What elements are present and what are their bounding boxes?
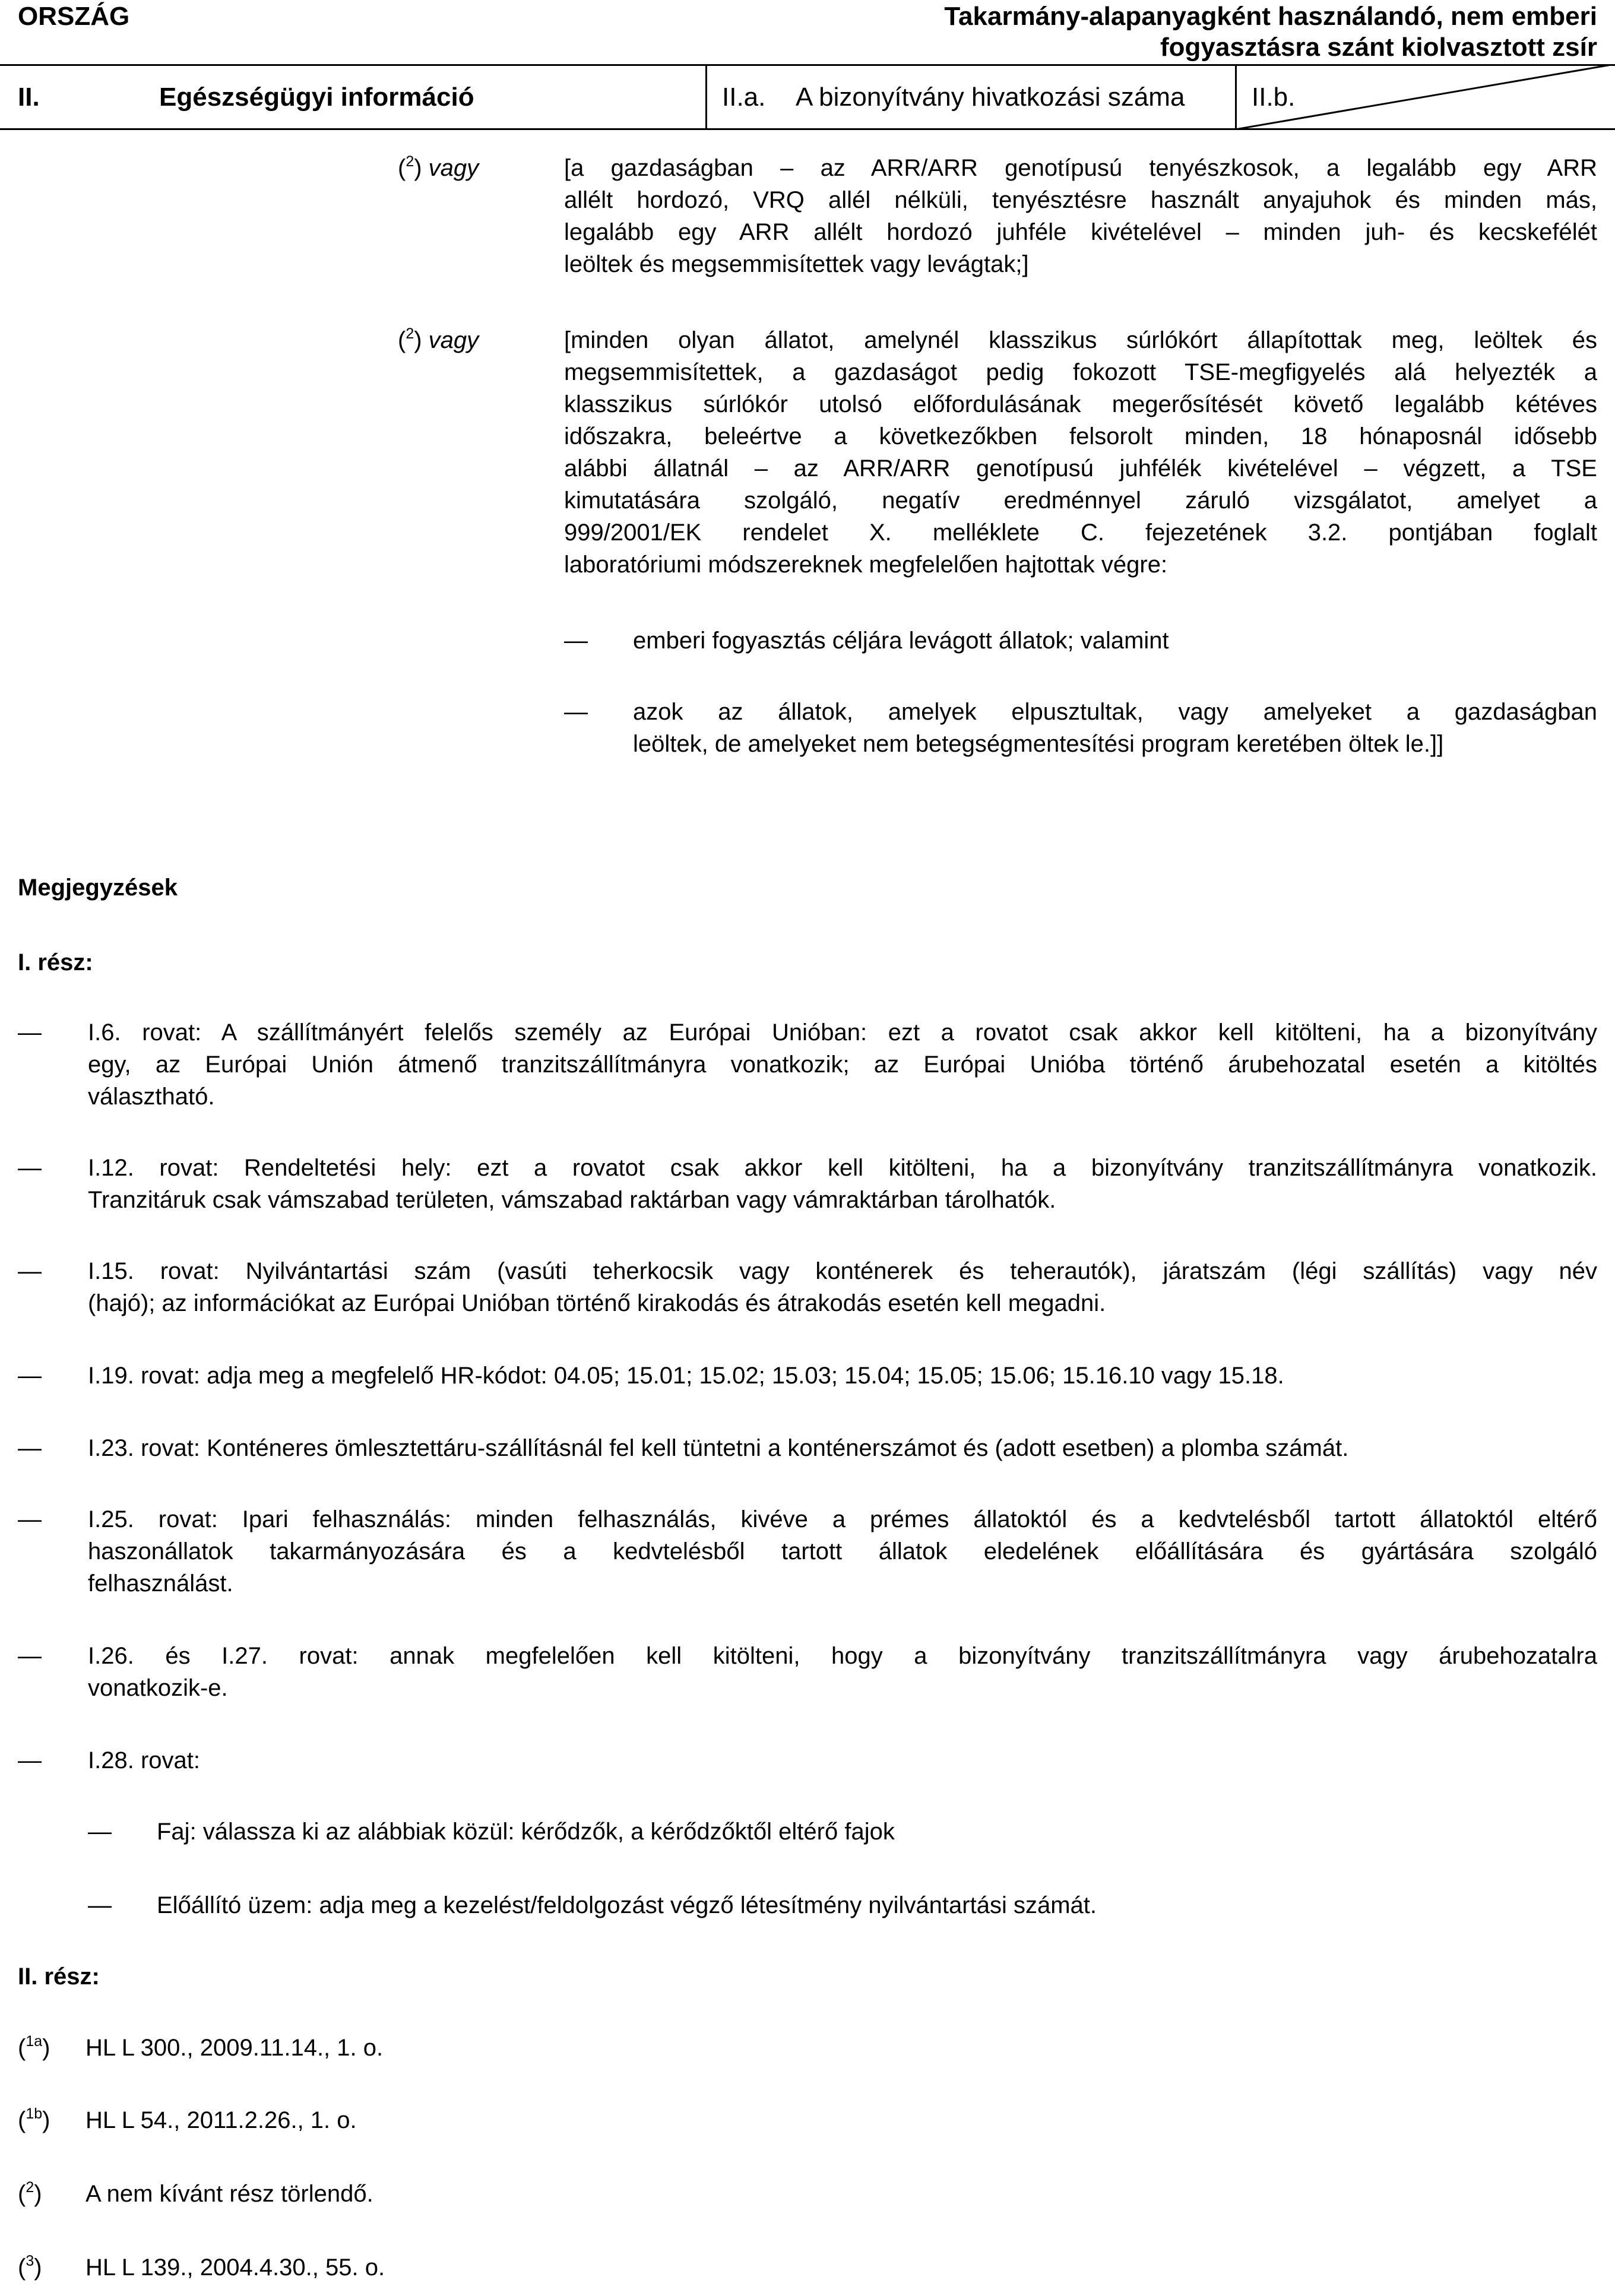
dash-bullet: — [18, 1643, 42, 1669]
dash-bullet: — [18, 1363, 42, 1389]
footnote-ref: 1b [26, 2105, 43, 2122]
dash-bullet: — [18, 1435, 42, 1461]
note-line: egy, az Európai Unión átmenő tranzitszállítmányra vonatkozik; az Európai Unióba történő árubehozatal esetén a kitöltés [88, 1052, 1597, 1078]
note-line: I.19. rovat: adja meg a megfelelő HR-kódot: 04.05; 15.01; 15.02; 15.03; 15.04; 15.05; 15.06; 15.16.10 vagy 15.18. [88, 1363, 1284, 1389]
note-line: I.23. rovat: Konténeres ömlesztettáru-szállításnál fel kell tüntetni a konténerszámot és (adott esetben) a plomba számát. [88, 1435, 1349, 1461]
footnote-marker: ($^{1a}$) [18, 2033, 50, 2061]
certificate-title [944, 1, 1597, 63]
clause-marker: ($^2$) vagy [398, 153, 479, 181]
footnote-ref: 3 [26, 2253, 34, 2269]
table-divider [705, 64, 707, 129]
sub-item-text [633, 625, 1597, 657]
note-subitem: Előállító üzem: adja meg a kezelést/feldolgozást végző létesítmény nyilvántartási számát. [157, 1892, 1097, 1918]
ref-a-code: II.a. [722, 83, 766, 112]
sub-item-line: emberi fogyasztás céljára levágott állatok; valamint [633, 628, 1169, 654]
sub-item-line: azok az állatok, amelyek elpusztultak, vagy amelyeket a gazdaságban [633, 699, 1597, 725]
ref-a-label: A bizonyítvány hivatkozási száma [796, 83, 1185, 112]
footnote-ref: 2 [26, 2179, 34, 2196]
dash-bullet: — [564, 628, 588, 654]
clause-line: [minden olyan állatot, amelynél klasszikus súrlókórt állapítottak meg, leöltek és [564, 327, 1597, 353]
footnote-ref: 1a [26, 2033, 43, 2050]
note-line: I.26. és I.27. rovat: annak megfelelően kell kitölteni, hogy a bizonyítvány tranzitszállítmányra vagy árubehozatalra [88, 1643, 1597, 1669]
clause-line: [a gazdaságban – az ARR/ARR genotípusú tenyészkosok, a legalább egy ARR [564, 155, 1597, 181]
clause-text [564, 152, 1597, 280]
note-item [88, 1640, 1597, 1704]
clause-line: leöltek és megsemmisítettek vagy levágtak;] [564, 251, 1029, 277]
note-item [88, 1432, 1597, 1464]
clause-line: megsemmisítettek, a gazdaságot pedig fokozott TSE-megfigyelés alá helyezték a [564, 359, 1597, 385]
certificate-title-line: Takarmány-alapanyagként használandó, nem emberi [944, 2, 1597, 31]
dash-bullet: — [18, 1155, 42, 1181]
clause-text [564, 324, 1597, 581]
note-line: I.6. rovat: A szállítmányért felelős személy az Európai Unióban: ezt a rovatot csak akkor kell kitölteni, ha a bizonyítvány [88, 1019, 1597, 1046]
note-line: I.28. rovat: [88, 1747, 200, 1774]
note-line: választható. [88, 1084, 215, 1110]
clause-line: legalább egy ARR allélt hordozó juhféle kivételével – minden juh- és kecskefélét [564, 219, 1597, 245]
sub-item-text [633, 696, 1597, 760]
clause-marker-word: vagy [428, 155, 479, 181]
dash-bullet: — [18, 1506, 42, 1532]
note-line: Tranzitáruk csak vámszabad területen, vámszabad raktárban vagy vámraktárban tárolhatók. [88, 1187, 1056, 1213]
ref-b-code: II.b. [1252, 83, 1296, 112]
dash-bullet: — [18, 1258, 42, 1284]
dash-bullet: — [88, 1819, 112, 1845]
note-line: felhasználást. [88, 1570, 233, 1597]
sub-item-line: leöltek, de amelyeket nem betegségmentesítési program keretében öltek le.]] [633, 731, 1444, 757]
clause-line: alábbi állatnál – az ARR/ARR genotípusú juhfélék kivételével – végzett, a TSE [564, 455, 1597, 482]
notes-heading: Megjegyzések [18, 875, 178, 901]
footnote-text: A nem kívánt rész törlendő. [86, 2181, 373, 2207]
clause-line: időszakra, beleértve a következőkben felsorolt minden, 18 hónaposnál idősebb [564, 423, 1597, 449]
clause-marker: ($^2$) vagy [398, 325, 479, 353]
part1-heading: I. rész: [18, 949, 93, 976]
footnote-text: HL L 300., 2009.11.14., 1. o. [86, 2035, 384, 2061]
footnote-marker: ($^2$) [18, 2179, 42, 2207]
footnote-text: HL L 54., 2011.2.26., 1. o. [86, 2107, 357, 2133]
footnote-ref: 2 [406, 325, 414, 342]
section-number: II. [18, 83, 40, 112]
clause-marker-word: vagy [428, 327, 479, 353]
note-item [88, 1503, 1597, 1600]
note-item [88, 1255, 1597, 1319]
clause-line: kimutatására szolgáló, negatív eredménnyel záruló vizsgálatot, amelyet a [564, 487, 1597, 514]
footnote-marker: ($^{1b}$) [18, 2105, 50, 2133]
clause-line: 999/2001/EK rendelet X. melléklete C. fejezetének 3.2. pontjában foglalt [564, 520, 1597, 546]
dash-bullet: — [18, 1747, 42, 1774]
note-item [88, 1360, 1597, 1392]
certificate-title-line: fogyasztásra szánt kiolvasztott zsír [1160, 33, 1597, 62]
note-line: vonatkozik-e. [88, 1675, 228, 1701]
part2-heading: II. rész: [18, 1964, 100, 1990]
dash-bullet: — [564, 699, 588, 725]
clause-line: allélt hordozó, VRQ allél nélküli, tenyésztésre használt anyajuhok és minden más, [564, 187, 1597, 213]
dash-bullet: — [18, 1019, 42, 1046]
footnote-text: HL L 139., 2004.4.30., 55. o. [86, 2254, 385, 2281]
note-line: I.25. rovat: Ipari felhasználás: minden felhasználás, kivéve a prémes állatoktól és a kedvtelésből tartott állatoktól eltérő [88, 1506, 1597, 1532]
clause-line: klasszikus súrlókór utolsó előfordulásának megerősítését követő legalább kétéves [564, 391, 1597, 417]
note-item [88, 1016, 1597, 1113]
note-item [88, 1152, 1597, 1216]
dash-bullet: — [88, 1892, 112, 1918]
note-line: I.15. rovat: Nyilvántartási szám (vasúti teherkocsik vagy konténerek és teherautók), járatszám (légi szállítás) vagy név [88, 1258, 1597, 1284]
clause-line: laboratóriumi módszereknek megfelelően hajtottak végre: [564, 552, 1168, 578]
section-title: Egészségügyi információ [159, 83, 474, 112]
footnote-marker: ($^3$) [18, 2253, 42, 2281]
note-line: I.12. rovat: Rendeltetési hely: ezt a rovatot csak akkor kell kitölteni, ha a bizonyítvány tranzitszállítmányra vonatkozik. [88, 1155, 1597, 1181]
note-subitem: Faj: válassza ki az alábbiak közül: kérődzők, a kérődzőktől eltérő fajok [157, 1819, 895, 1845]
note-line: haszonállatok takarmányozására és a kedvtelésből tartott állatok eledelének előállítására és gyártására szolgáló [88, 1538, 1597, 1565]
note-line: (hajó); az információkat az Európai Unióban történő kirakodás és átrakodás esetén kell megadni. [88, 1290, 1106, 1316]
country-label: ORSZÁG [18, 2, 130, 31]
footnote-ref: 2 [406, 153, 414, 170]
note-item [88, 1744, 1597, 1776]
